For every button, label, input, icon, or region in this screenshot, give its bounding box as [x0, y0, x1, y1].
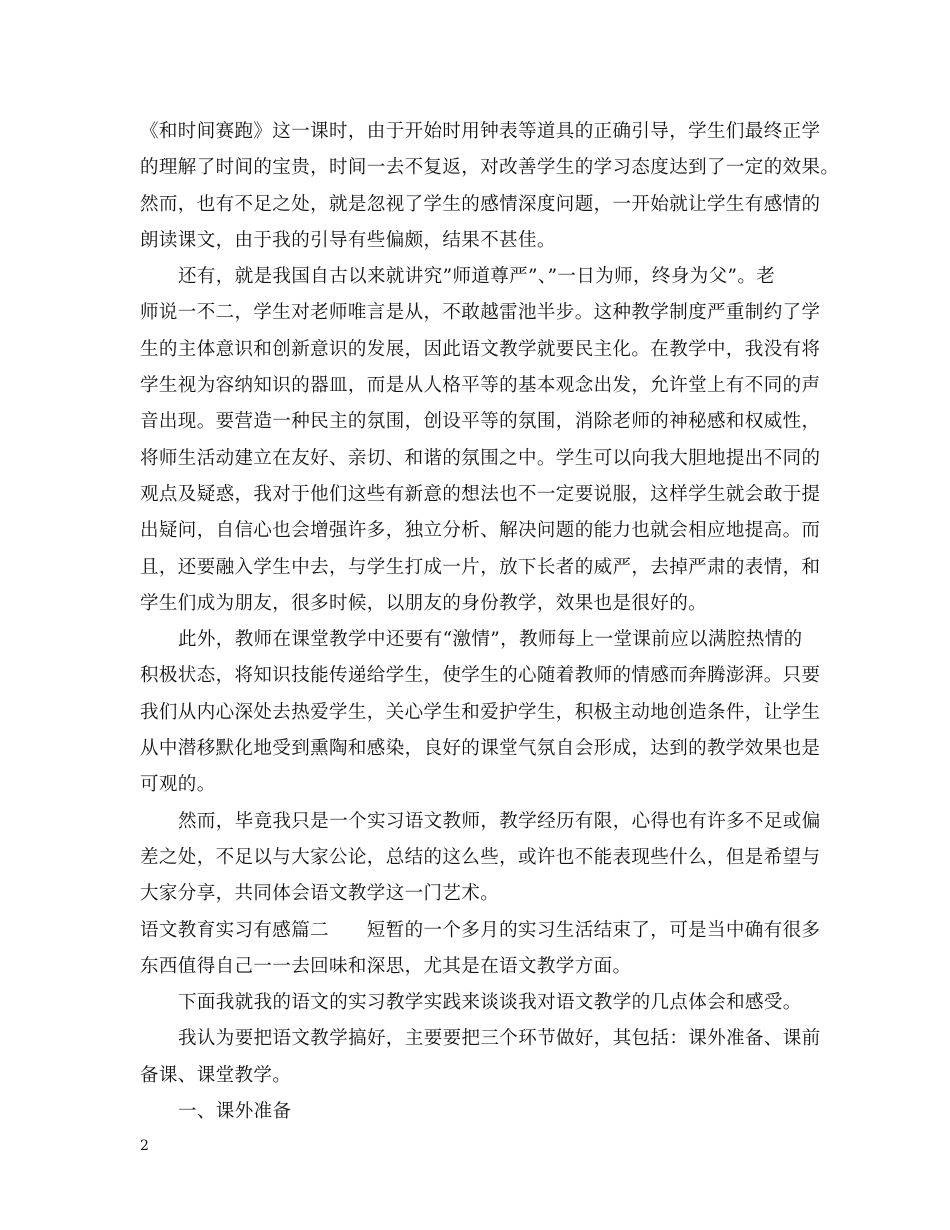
text-line: 差之处，不足以与大家公论，总结的这么些，或许也不能表现些什么，但是希望与 [140, 846, 821, 868]
text-line: 大家分享，共同体会语文教学这一门艺术。 [140, 883, 500, 905]
document-body [140, 114, 840, 1130]
text-line: 的理解了时间的宝贵，时间一去不复返，对改善学生的学习态度达到了一定的效果。 [140, 157, 840, 179]
paragraph-first-line: 然而，毕竟我只是一个实习语文教师，教学经历有限，心得也有许多不足或偏 [178, 810, 821, 832]
text-line: 从中潜移默化地受到熏陶和感染，良好的课堂气氛自会形成，达到的教学效果也是 [140, 738, 821, 760]
text-line: 生的主体意识和创新意识的发展，因此语文教学就要民主化。在教学中，我没有将 [140, 338, 821, 360]
paragraph-first-line: 一、课外准备 [178, 1101, 292, 1123]
text-line: 出疑问，自信心也会增强许多，独立分析、解决问题的能力也就会相应地提高。而 [140, 520, 821, 542]
paragraph-first-line: 还有，就是我国自古以来就讲究”师道尊严”、”一日为师，终身为父”。老 [178, 266, 776, 288]
text-line: 语文教育实习有感篇二 短暂的一个多月的实习生活结束了，可是当中确有很多 [140, 919, 821, 941]
text-line: 朗读课文，由于我的引导有些偏颇，结果不甚佳。 [140, 229, 556, 251]
paragraph-first-line: 下面我就我的语文的实习教学实践来谈谈我对语文教学的几点体会和感受。 [178, 992, 802, 1014]
page-number: 2 [140, 1138, 149, 1154]
text-line: 可观的。 [140, 774, 216, 796]
text-line: 学生视为容纳知识的器皿，而是从人格平等的基本观念出发，允许堂上有不同的声 [140, 375, 821, 397]
text-line: 将师生活动建立在友好、亲切、和谐的氛围之中。学生可以向我大胆地提出不同的 [140, 447, 821, 469]
text-line: 东西值得自己一一去回味和深思，尤其是在语文教学方面。 [140, 955, 632, 977]
paragraph-first-line: 此外，教师在课堂教学中还要有“激情”，教师每上一堂课前应以满腔热情的 [178, 629, 803, 651]
text-line: 观点及疑惑，我对于他们这些有新意的想法也不一定要说服，这样学生就会敢于提 [140, 483, 821, 505]
text-line: 备课、课堂教学。 [140, 1064, 292, 1086]
text-line: 《和时间赛跑》这一课时，由于开始时用钟表等道具的正确引导，学生们最终正学 [140, 121, 821, 142]
text-line: 师说一不二，学生对老师唯言是从，不敢越雷池半步。这种教学制度严重制约了学 [140, 302, 821, 324]
text-line: 然而，也有不足之处，就是忽视了学生的感情深度问题，一开始就让学生有感情的 [140, 193, 821, 215]
text-line: 积极状态，将知识技能传递给学生，使学生的心随着教师的情感而奔腾澎湃。只要 [140, 665, 821, 687]
text-line: 学生们成为朋友，很多时候，以朋友的身份教学，效果也是很好的。 [140, 592, 708, 614]
paragraph-first-line: 我认为要把语文教学搞好，主要要把三个环节做好，其包括：课外准备、课前 [178, 1028, 821, 1050]
text-line: 音出现。要营造一种民主的氛围，创设平等的氛围，消除老师的神秘感和权威性， [140, 411, 821, 433]
text-line: 我们从内心深处去热爱学生，关心学生和爱护学生，积极主动地创造条件，让学生 [140, 701, 821, 723]
text-line: 且，还要融入学生中去，与学生打成一片，放下长者的威严，去掉严肃的表情，和 [140, 556, 821, 578]
